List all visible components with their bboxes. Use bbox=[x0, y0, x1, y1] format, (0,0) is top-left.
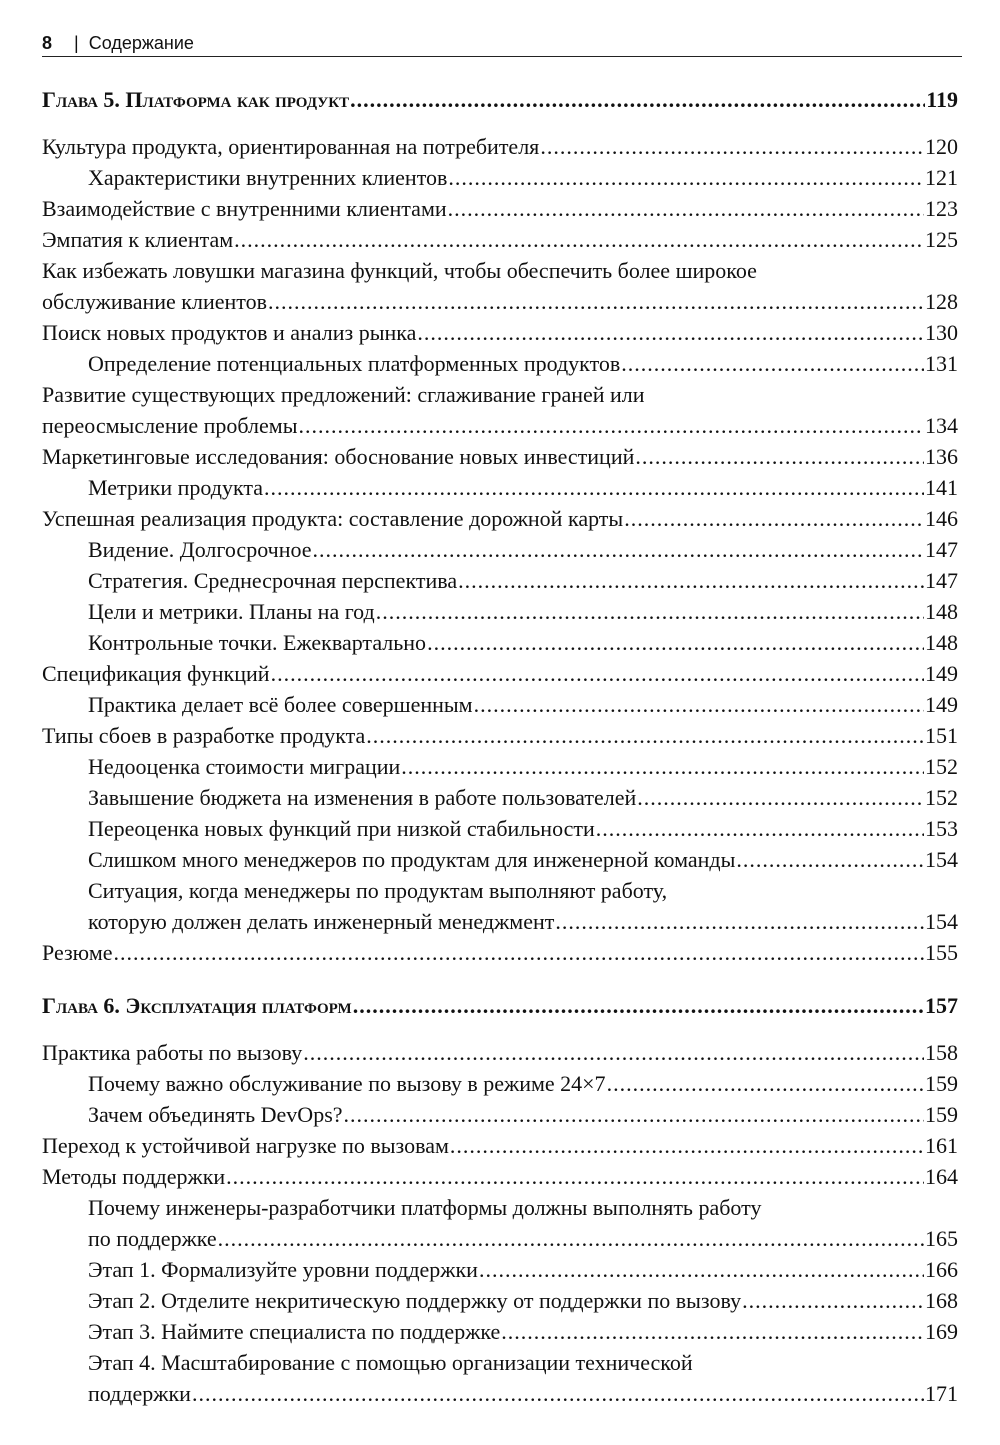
entry-page-number: 161 bbox=[925, 1133, 958, 1158]
entry-title: Недооценка стоимости миграции bbox=[88, 754, 401, 779]
entry-page-number: 164 bbox=[925, 1164, 958, 1189]
dot-leader bbox=[271, 658, 924, 689]
entry-page-number: 134 bbox=[925, 413, 958, 438]
dot-leader bbox=[596, 813, 924, 844]
toc-entry-line[interactable] bbox=[42, 1161, 958, 1192]
dot-leader bbox=[114, 937, 924, 968]
entry-page-number: 141 bbox=[925, 475, 958, 500]
entry-title: Маркетинговые исследования: обоснование новых инвестиций bbox=[42, 444, 635, 469]
entry-page-number: 159 bbox=[925, 1102, 958, 1127]
entry-page-number: 153 bbox=[925, 816, 958, 841]
entry-page-number: 146 bbox=[925, 506, 958, 531]
entry-title: Методы поддержки bbox=[42, 1164, 226, 1189]
entry-title: Типы сбоев в разработке продукта bbox=[42, 723, 366, 748]
dot-leader bbox=[417, 317, 924, 348]
chapter-title: Глава 5. Платформа как продукт bbox=[42, 87, 350, 112]
toc-entry-line[interactable] bbox=[42, 1037, 958, 1068]
entry-title: Переоценка новых функций при низкой стабильности bbox=[88, 816, 595, 841]
dot-leader bbox=[366, 720, 924, 751]
dot-leader bbox=[264, 472, 924, 503]
entry-title: Этап 4. Масштабирование с помощью организации технической bbox=[88, 1350, 693, 1375]
toc-entry-line[interactable] bbox=[42, 224, 958, 255]
entry-title: Спецификация функций bbox=[42, 661, 270, 686]
toc-subentry-line[interactable] bbox=[42, 472, 958, 503]
entry-page-number: 155 bbox=[925, 940, 958, 965]
entry-page-number: 121 bbox=[925, 165, 958, 190]
entry-page-number: 148 bbox=[925, 630, 958, 655]
dot-leader bbox=[427, 627, 924, 658]
entry-page-number: 166 bbox=[925, 1257, 958, 1282]
entry-page-number: 152 bbox=[925, 785, 958, 810]
chapter-spacer bbox=[42, 968, 958, 990]
toc-entry-line[interactable] bbox=[42, 937, 958, 968]
entry-page-number: 128 bbox=[925, 289, 958, 314]
dot-leader bbox=[621, 348, 924, 379]
dot-leader bbox=[458, 565, 924, 596]
entry-page-number: 168 bbox=[925, 1288, 958, 1313]
entry-title: обслуживание клиентов bbox=[42, 289, 267, 314]
toc-subentry-line[interactable] bbox=[42, 1192, 958, 1223]
dot-leader bbox=[450, 1130, 924, 1161]
toc-subentry-line[interactable] bbox=[42, 596, 958, 627]
entry-page-number: 152 bbox=[925, 754, 958, 779]
entry-page-number: 149 bbox=[925, 661, 958, 686]
toc-subentry-line[interactable] bbox=[42, 534, 958, 565]
entry-page-number: 159 bbox=[925, 1071, 958, 1096]
entry-title: Как избежать ловушки магазина функций, чтобы обеспечить более широкое bbox=[42, 258, 757, 283]
dot-leader bbox=[637, 782, 924, 813]
entry-title: Характеристики внутренних клиентов bbox=[88, 165, 448, 190]
toc-entry-line[interactable] bbox=[42, 441, 958, 472]
entry-page-number: 158 bbox=[925, 1040, 958, 1065]
chapter-page-number: 119 bbox=[926, 87, 958, 112]
toc-subentry-line[interactable] bbox=[42, 162, 958, 193]
running-header bbox=[42, 30, 962, 57]
entry-title: Завышение бюджета на изменения в работе пользователей bbox=[88, 785, 637, 810]
entry-page-number: 147 bbox=[925, 537, 958, 562]
entry-title: Видение. Долгосрочное bbox=[88, 537, 312, 562]
toc-entry-line[interactable] bbox=[42, 193, 958, 224]
dot-leader bbox=[624, 503, 924, 534]
table-of-contents bbox=[42, 84, 958, 1409]
dot-leader bbox=[313, 534, 924, 565]
dot-leader bbox=[376, 596, 924, 627]
entry-title: Этап 1. Формализуйте уровни поддержки bbox=[88, 1257, 478, 1282]
dot-leader bbox=[742, 1285, 924, 1316]
toc-subentry-line[interactable] bbox=[42, 1347, 958, 1378]
dot-leader bbox=[401, 751, 924, 782]
dot-leader bbox=[736, 844, 924, 875]
header-section-title: Содержание bbox=[88, 33, 194, 53]
entry-title: Ситуация, когда менеджеры по продуктам выполняют работу, bbox=[88, 878, 668, 903]
entry-page-number: 165 bbox=[925, 1226, 958, 1251]
entry-page-number: 169 bbox=[925, 1319, 958, 1344]
entry-title: по поддержке bbox=[88, 1226, 217, 1251]
entry-page-number: 136 bbox=[925, 444, 958, 469]
dot-leader bbox=[635, 441, 924, 472]
toc-entry-line[interactable] bbox=[42, 286, 958, 317]
toc-entry-line[interactable] bbox=[42, 317, 958, 348]
entry-title: Этап 2. Отделите некритическую поддержку от поддержки по вызову bbox=[88, 1288, 742, 1313]
entry-title: Развитие существующих предложений: сглаживание граней или bbox=[42, 382, 645, 407]
header-separator: | bbox=[74, 33, 79, 53]
entry-page-number: 148 bbox=[925, 599, 958, 624]
dot-leader bbox=[350, 84, 925, 115]
toc-subentry-line[interactable] bbox=[42, 1285, 958, 1316]
dot-leader bbox=[555, 906, 924, 937]
entry-title: Зачем объединять DevOps? bbox=[88, 1102, 343, 1127]
chapter-title: Глава 6. Эксплуатация платформ bbox=[42, 993, 352, 1018]
entry-title: Контрольные точки. Ежеквартально bbox=[88, 630, 427, 655]
chapter-heading-spacer bbox=[42, 115, 958, 131]
toc-subentry-line[interactable] bbox=[42, 1068, 958, 1099]
dot-leader bbox=[344, 1099, 924, 1130]
entry-title: Поиск новых продуктов и анализ рынка bbox=[42, 320, 417, 345]
entry-title: Успешная реализация продукта: составление дорожной карты bbox=[42, 506, 624, 531]
toc-subentry-line[interactable] bbox=[42, 1378, 958, 1409]
dot-leader bbox=[353, 990, 924, 1021]
toc-subentry-line[interactable] bbox=[42, 1223, 958, 1254]
toc-subentry-line[interactable] bbox=[42, 844, 958, 875]
toc-subentry-line[interactable] bbox=[42, 1316, 958, 1347]
toc-entry-line[interactable] bbox=[42, 658, 958, 689]
toc-subentry-line[interactable] bbox=[42, 348, 958, 379]
entry-page-number: 149 bbox=[925, 692, 958, 717]
toc-entry-line[interactable] bbox=[42, 255, 958, 286]
toc-subentry-line[interactable] bbox=[42, 782, 958, 813]
dot-leader bbox=[192, 1378, 924, 1409]
entry-title: переосмысление проблемы bbox=[42, 413, 298, 438]
toc-subentry-line[interactable] bbox=[42, 875, 958, 906]
entry-page-number: 123 bbox=[925, 196, 958, 221]
entry-page-number: 125 bbox=[925, 227, 958, 252]
entry-title: Практика делает всё более совершенным bbox=[88, 692, 473, 717]
toc-subentry-line[interactable] bbox=[42, 813, 958, 844]
entry-title: Резюме bbox=[42, 940, 113, 965]
entry-title: Культура продукта, ориентированная на потребителя bbox=[42, 134, 540, 159]
dot-leader bbox=[226, 1161, 924, 1192]
entry-title: Переход к устойчивой нагрузке по вызовам bbox=[42, 1133, 449, 1158]
toc-entry-line[interactable] bbox=[42, 503, 958, 534]
entry-page-number: 131 bbox=[925, 351, 958, 376]
toc-subentry-line[interactable] bbox=[42, 1254, 958, 1285]
dot-leader bbox=[479, 1254, 924, 1285]
entry-title: Цели и метрики. Планы на год bbox=[88, 599, 375, 624]
dot-leader bbox=[448, 162, 924, 193]
entry-title: Почему инженеры-разработчики платформы должны выполнять работу bbox=[88, 1195, 762, 1220]
entry-title: Слишком много менеджеров по продуктам для инженерной команды bbox=[88, 847, 736, 872]
entry-title: Стратегия. Среднесрочная перспектива bbox=[88, 568, 458, 593]
entry-page-number: 154 bbox=[925, 847, 958, 872]
toc-entry-line[interactable] bbox=[42, 379, 958, 410]
chapter-row[interactable] bbox=[42, 84, 958, 115]
dot-leader bbox=[448, 193, 924, 224]
toc-subentry-line[interactable] bbox=[42, 565, 958, 596]
chapter-page-number: 157 bbox=[925, 993, 958, 1018]
toc-entry-line[interactable] bbox=[42, 410, 958, 441]
toc-subentry-line[interactable] bbox=[42, 1099, 958, 1130]
header-page-number: 8 bbox=[42, 33, 53, 53]
toc-entry-line[interactable] bbox=[42, 720, 958, 751]
dot-leader bbox=[299, 410, 924, 441]
dot-leader bbox=[607, 1068, 924, 1099]
toc-entry-line[interactable] bbox=[42, 1130, 958, 1161]
entry-title: поддержки bbox=[88, 1381, 191, 1406]
dot-leader bbox=[540, 131, 924, 162]
entry-page-number: 147 bbox=[925, 568, 958, 593]
entry-title: Эмпатия к клиентам bbox=[42, 227, 234, 252]
toc-subentry-line[interactable] bbox=[42, 627, 958, 658]
toc-subentry-line[interactable] bbox=[42, 689, 958, 720]
chapter-heading-spacer bbox=[42, 1021, 958, 1037]
toc-entry-line[interactable] bbox=[42, 131, 958, 162]
toc-subentry-line[interactable] bbox=[42, 751, 958, 782]
entry-title: Метрики продукта bbox=[88, 475, 264, 500]
dot-leader bbox=[218, 1223, 924, 1254]
dot-leader bbox=[268, 286, 924, 317]
entry-page-number: 130 bbox=[925, 320, 958, 345]
dot-leader bbox=[303, 1037, 924, 1068]
entry-page-number: 154 bbox=[925, 909, 958, 934]
entry-page-number: 171 bbox=[925, 1381, 958, 1406]
dot-leader bbox=[474, 689, 924, 720]
chapter-row[interactable] bbox=[42, 990, 958, 1021]
entry-title: Практика работы по вызову bbox=[42, 1040, 303, 1065]
entry-title: которую должен делать инженерный менеджмент bbox=[88, 909, 555, 934]
entry-page-number: 151 bbox=[925, 723, 958, 748]
entry-title: Определение потенциальных платформенных продуктов bbox=[88, 351, 621, 376]
dot-leader bbox=[501, 1316, 924, 1347]
entry-title: Этап 3. Наймите специалиста по поддержке bbox=[88, 1319, 501, 1344]
entry-title: Почему важно обслуживание по вызову в режиме 24×7 bbox=[88, 1071, 606, 1096]
toc-subentry-line[interactable] bbox=[42, 906, 958, 937]
entry-title: Взаимодействие с внутренними клиентами bbox=[42, 196, 447, 221]
dot-leader bbox=[234, 224, 924, 255]
entry-page-number: 120 bbox=[925, 134, 958, 159]
